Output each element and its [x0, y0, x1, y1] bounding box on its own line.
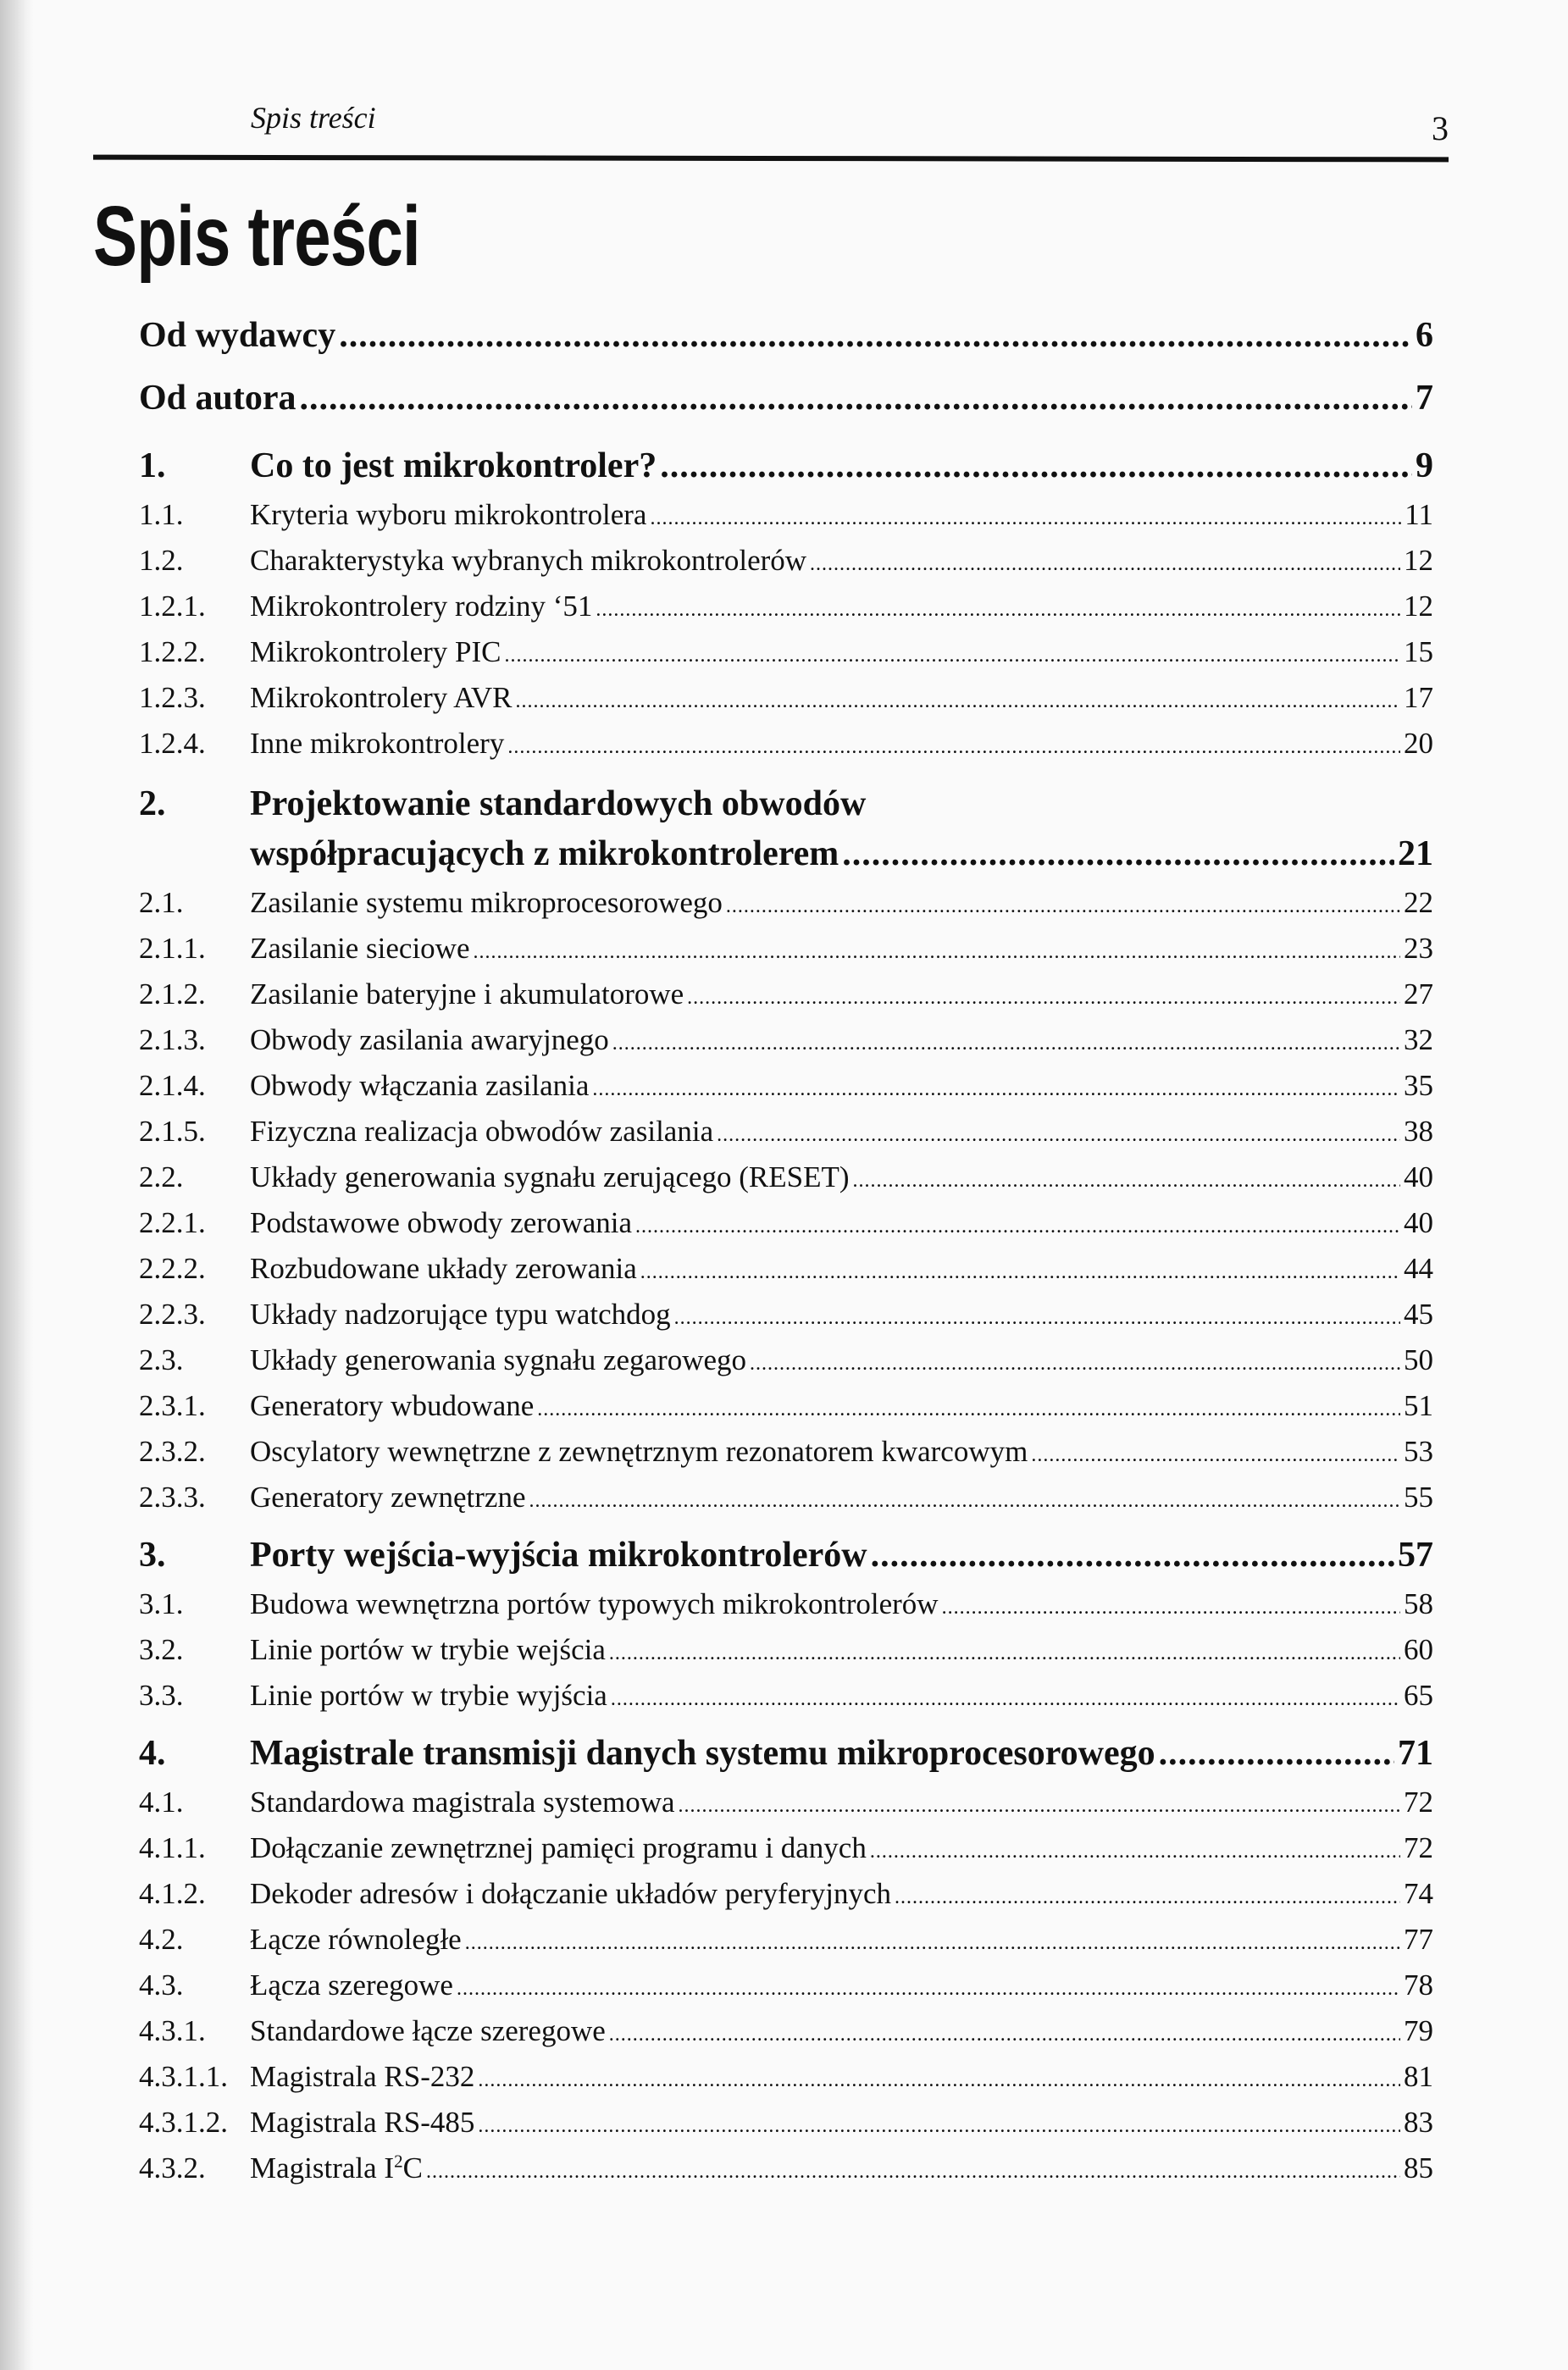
toc-entry-title: Układy generowania sygnału zerującego (RESET)	[250, 1160, 850, 1193]
toc-entry-title: Co to jest mikrokontroler?	[250, 446, 657, 485]
toc-entry-title: Układy generowania sygnału zegarowego	[250, 1343, 747, 1376]
toc-entry-number: 2.3.	[139, 1343, 184, 1376]
toc-entry-page: 15	[1404, 635, 1433, 668]
toc-entry-number: 4.3.1.1.	[139, 2060, 228, 2093]
toc-dot-leader	[870, 1841, 1400, 1863]
toc-entry[interactable]	[139, 1535, 1433, 1575]
toc-entry-page: 65	[1404, 1679, 1433, 1712]
toc-entry[interactable]	[139, 544, 1433, 578]
toc-entry-page: 7	[1416, 379, 1433, 418]
toc-entry-number: 2.1.1.	[139, 932, 206, 965]
toc-entry-title: Rozbudowane układy zerowania	[250, 1252, 637, 1285]
toc-entry[interactable]	[139, 1023, 1433, 1057]
toc-dot-leader	[853, 1170, 1400, 1193]
toc-entry[interactable]	[139, 886, 1433, 920]
toc-entry[interactable]	[139, 727, 1433, 761]
toc-entry[interactable]	[139, 1733, 1433, 1774]
toc-entry-number: 2.3.2.	[139, 1435, 206, 1468]
toc-dot-leader	[635, 1215, 1400, 1238]
toc-dot-leader	[611, 1688, 1400, 1711]
toc-entry-title: Magistrale transmisji danych systemu mikroprocesorowego	[250, 1734, 1155, 1773]
toc-entry-title: Zasilanie sieciowe	[250, 932, 470, 965]
toc-dot-leader	[592, 1078, 1400, 1101]
toc-entry[interactable]	[139, 681, 1433, 715]
toc-entry-page: 35	[1404, 1069, 1433, 1102]
toc-entry[interactable]	[139, 498, 1433, 532]
toc-entry-page: 71	[1398, 1734, 1433, 1773]
toc-entry-number: 1.2.1.	[139, 590, 206, 623]
toc-entry-title: Dekoder adresów i dołączanie układów peryferyjnych	[250, 1877, 892, 1910]
toc-entry-number: 1.1.	[139, 498, 184, 531]
toc-entry-page: 40	[1404, 1160, 1433, 1193]
toc-entry-number: 2.2.2.	[139, 1252, 206, 1285]
toc-entry-number: 4.3.	[139, 1969, 184, 2002]
toc-dot-leader	[679, 1795, 1400, 1818]
toc-dot-leader	[687, 987, 1400, 1010]
toc-entry-number: 3.1.	[139, 1587, 184, 1620]
toc-entry-page: 51	[1404, 1389, 1433, 1422]
page-number: 3	[1432, 109, 1449, 147]
toc-entry-number: 4.3.1.2.	[139, 2106, 228, 2139]
toc-dot-leader	[650, 507, 1401, 530]
scan-edge-shadow	[0, 0, 34, 2370]
toc-entry[interactable]	[139, 932, 1433, 966]
toc-entry-page: 21	[1398, 834, 1433, 873]
toc-entry[interactable]	[139, 977, 1433, 1011]
toc-entry-number: 2.2.3.	[139, 1298, 206, 1331]
toc-dot-leader	[339, 315, 1412, 356]
toc-entry[interactable]	[139, 378, 1433, 418]
toc-entry-title: Oscylatory wewnętrzne z zewnętrznym rezonatorem kwarcowym	[250, 1435, 1028, 1468]
toc-entry-number: 4.3.1.	[139, 2014, 206, 2047]
toc-entry-title: Podstawowe obwody zerowania	[250, 1206, 633, 1239]
toc-entry[interactable]	[139, 1069, 1433, 1103]
toc-dot-leader	[895, 1886, 1400, 1909]
toc-entry-title: Generatory zewnętrzne	[250, 1481, 526, 1514]
toc-entry[interactable]	[139, 1587, 1433, 1621]
toc-entry-page: 6	[1416, 316, 1433, 355]
toc-entry-page: 22	[1404, 886, 1433, 919]
toc-entry-page: 60	[1404, 1633, 1433, 1666]
toc-entry-title: Magistrala $I^2C$	[250, 2151, 423, 2184]
toc-entry[interactable]	[139, 2106, 1433, 2140]
toc-dot-leader	[507, 736, 1400, 759]
toc-dot-leader	[596, 599, 1400, 622]
toc-entry-title: Od autora	[139, 379, 296, 418]
toc-entry-title: Porty wejścia-wyjścia mikrokontrolerów	[250, 1536, 867, 1575]
toc-entry[interactable]	[139, 1206, 1433, 1240]
toc-dot-leader	[465, 1932, 1400, 1955]
toc-entry-page: 27	[1404, 977, 1433, 1011]
page-title: Spis treści	[93, 189, 420, 284]
toc-entry-continuation[interactable]	[139, 833, 1433, 874]
toc-entry-title: Linie portów w trybie wejścia	[250, 1633, 606, 1666]
toc-entry-page: 23	[1404, 932, 1433, 965]
toc-entry-page: 74	[1404, 1877, 1433, 1910]
toc-dot-leader	[537, 1398, 1400, 1421]
toc-entry[interactable]	[139, 1831, 1433, 1865]
toc-entry-page: 83	[1404, 2106, 1433, 2139]
toc-entry[interactable]	[139, 1389, 1433, 1423]
toc-dot-leader	[842, 833, 1394, 874]
toc-entry-number: 2.2.1.	[139, 1206, 206, 1239]
toc-entry-page: 81	[1404, 2060, 1433, 2093]
running-head: Spis treści	[251, 101, 376, 135]
toc-entry-page: 11	[1405, 498, 1433, 531]
toc-entry-page: 79	[1404, 2014, 1433, 2047]
toc-dot-leader	[942, 1597, 1400, 1620]
toc-entry[interactable]	[139, 1923, 1433, 1957]
toc-dot-leader	[1159, 1733, 1394, 1774]
toc-entry-page: 9	[1416, 446, 1433, 485]
toc-entry-page: 85	[1404, 2151, 1433, 2184]
toc-entry-title: Fizyczna realizacja obwodów zasilania	[250, 1115, 714, 1148]
toc-entry-title: Linie portów w trybie wyjścia	[250, 1679, 607, 1712]
toc-entry-page: 57	[1398, 1536, 1433, 1575]
toc-entry-title: Mikrokontrolery AVR	[250, 681, 513, 714]
toc-entry-number: 1.2.4.	[139, 727, 206, 760]
toc-dot-leader	[426, 2161, 1400, 2184]
toc-entry-title: Mikrokontrolery PIC	[250, 635, 501, 668]
toc-entry-number: 4.1.1.	[139, 1831, 206, 1864]
toc-entry-page: 12	[1404, 544, 1433, 577]
toc-entry-number: 4.	[139, 1734, 166, 1773]
toc-entry[interactable]	[139, 1481, 1433, 1514]
toc-entry-page: 55	[1404, 1481, 1433, 1514]
header-rule	[93, 155, 1449, 163]
toc-entry-title: Inne mikrokontrolery	[250, 727, 505, 760]
toc-entry-title-line2: współpracujących z mikrokontrolerem	[250, 834, 839, 873]
toc-entry-title: Układy nadzorujące typu watchdog	[250, 1298, 671, 1331]
toc-entry-title: Charakterystyka wybranych mikrokontrolerów	[250, 544, 807, 577]
toc-entry-title: Generatory wbudowane	[250, 1389, 535, 1422]
toc-entry-number: 2.3.1.	[139, 1389, 206, 1422]
toc-entry-number: 1.2.2.	[139, 635, 206, 668]
toc-entry-title: Obwody włączania zasilania	[250, 1069, 590, 1102]
toc-entry-number: 3.3.	[139, 1679, 184, 1712]
toc-dot-leader	[660, 446, 1412, 486]
toc-entry[interactable]	[139, 784, 1433, 824]
toc-entry-page: 17	[1404, 681, 1433, 714]
toc-entry-number: 2.1.5.	[139, 1115, 206, 1148]
toc-entry[interactable]	[139, 1252, 1433, 1286]
toc-entry-page: 44	[1404, 1252, 1433, 1285]
toc-entry-title: Magistrala RS-485	[250, 2106, 475, 2139]
toc-entry[interactable]	[139, 1115, 1433, 1149]
toc-entry[interactable]	[139, 315, 1433, 356]
toc-entry-page: 72	[1404, 1786, 1433, 1819]
toc-dot-leader	[505, 645, 1400, 667]
toc-entry[interactable]	[139, 1343, 1433, 1377]
toc-dot-leader	[717, 1124, 1400, 1147]
toc-entry-title: Zasilanie bateryjne i akumulatorowe	[250, 977, 684, 1011]
toc-entry-page: 58	[1404, 1587, 1433, 1620]
toc-dot-leader	[516, 690, 1401, 713]
toc-entry[interactable]	[139, 635, 1433, 669]
toc-entry[interactable]	[139, 590, 1433, 623]
toc-entry-title: Dołączanie zewnętrznej pamięci programu i danych	[250, 1831, 867, 1864]
toc-entry-title: Obwody zasilania awaryjnego	[250, 1023, 609, 1056]
toc-entry[interactable]	[139, 1969, 1433, 2002]
toc-entry-number: 2.1.4.	[139, 1069, 206, 1102]
toc-entry-number: 3.	[139, 1536, 166, 1575]
toc-entry[interactable]	[139, 1786, 1433, 1819]
toc-dot-leader	[612, 1033, 1400, 1055]
toc-entry-page: 20	[1404, 727, 1433, 760]
toc-entry-page: 53	[1404, 1435, 1433, 1468]
toc-dot-leader	[810, 553, 1400, 576]
toc-entry[interactable]	[139, 2151, 1433, 2185]
superscript: 2	[394, 2151, 403, 2172]
toc-entry-title: Projektowanie standardowych obwodów	[250, 784, 867, 823]
toc-dot-leader	[529, 1490, 1401, 1513]
toc-entry-title: Standardowa magistrala systemowa	[250, 1786, 675, 1819]
toc-entry[interactable]	[139, 1435, 1433, 1469]
toc-entry-number: 4.3.2.	[139, 2151, 206, 2184]
toc-entry-page: 50	[1404, 1343, 1433, 1376]
toc-entry[interactable]	[139, 2060, 1433, 2094]
toc-entry-number: 2.2.	[139, 1160, 184, 1193]
toc-entry-title: Mikrokontrolery rodziny ‘51	[250, 590, 593, 623]
toc-entry-number: 3.2.	[139, 1633, 184, 1666]
toc-entry[interactable]	[139, 1160, 1433, 1194]
toc-entry-page: 78	[1404, 1969, 1433, 2002]
toc-dot-leader	[478, 2115, 1400, 2138]
toc-entry-number: 1.2.	[139, 544, 184, 577]
toc-entry-title: Zasilanie systemu mikroprocesorowego	[250, 886, 723, 919]
toc-entry-title: Standardowe łącze szeregowe	[250, 2014, 606, 2047]
toc-dot-leader	[1031, 1444, 1400, 1467]
toc-entry-title: Łącza szeregowe	[250, 1969, 453, 2002]
toc-dot-leader	[726, 895, 1400, 918]
toc-entry-title: Łącze równoległe	[250, 1923, 462, 1956]
toc-dot-leader	[609, 2024, 1400, 2046]
toc-entry-page: 72	[1404, 1831, 1433, 1864]
toc-entry-number: 4.1.2.	[139, 1877, 206, 1910]
toc-dot-leader	[478, 2069, 1400, 2092]
toc-entry-number: 1.2.3.	[139, 681, 206, 714]
toc-entry-number: 2.1.3.	[139, 1023, 206, 1056]
toc-entry-number: 1.	[139, 446, 166, 485]
toc-entry-number: 4.1.	[139, 1786, 184, 1819]
toc-dot-leader	[871, 1535, 1394, 1575]
toc-dot-leader	[609, 1642, 1400, 1665]
toc-entry-page: 45	[1404, 1298, 1433, 1331]
toc-entry-page: 38	[1404, 1115, 1433, 1148]
toc-dot-leader	[674, 1307, 1400, 1330]
toc-dot-leader	[457, 1978, 1400, 2001]
toc-dot-leader	[640, 1261, 1400, 1284]
toc-entry-title: Budowa wewnętrzna portów typowych mikrokontrolerów	[250, 1587, 939, 1620]
toc-dot-leader	[300, 378, 1412, 418]
toc-entry-number: 2.1.	[139, 886, 184, 919]
toc-dot-leader	[473, 941, 1400, 964]
toc-entry[interactable]	[139, 1679, 1433, 1713]
toc-entry-page: 77	[1404, 1923, 1433, 1956]
toc-entry[interactable]	[139, 446, 1433, 486]
toc-entry-number: 2.1.2.	[139, 977, 206, 1011]
toc-entry-page: 32	[1404, 1023, 1433, 1056]
toc-entry-page: 40	[1404, 1206, 1433, 1239]
toc-entry[interactable]	[139, 1298, 1433, 1332]
toc-entry-number: 2.3.3.	[139, 1481, 206, 1514]
toc-entry[interactable]	[139, 1633, 1433, 1667]
toc-entry-title: Od wydawcy	[139, 316, 336, 355]
toc-entry-number: 2.	[139, 784, 166, 823]
toc-entry-title: Magistrala RS-232	[250, 2060, 475, 2093]
toc-entry-number: 4.2.	[139, 1923, 184, 1956]
toc-entry-title: Kryteria wyboru mikrokontrolera	[250, 498, 647, 531]
toc-entry-page: 12	[1404, 590, 1433, 623]
toc-dot-leader	[750, 1353, 1400, 1376]
toc-entry[interactable]	[139, 1877, 1433, 1911]
toc-entry[interactable]	[139, 2014, 1433, 2048]
